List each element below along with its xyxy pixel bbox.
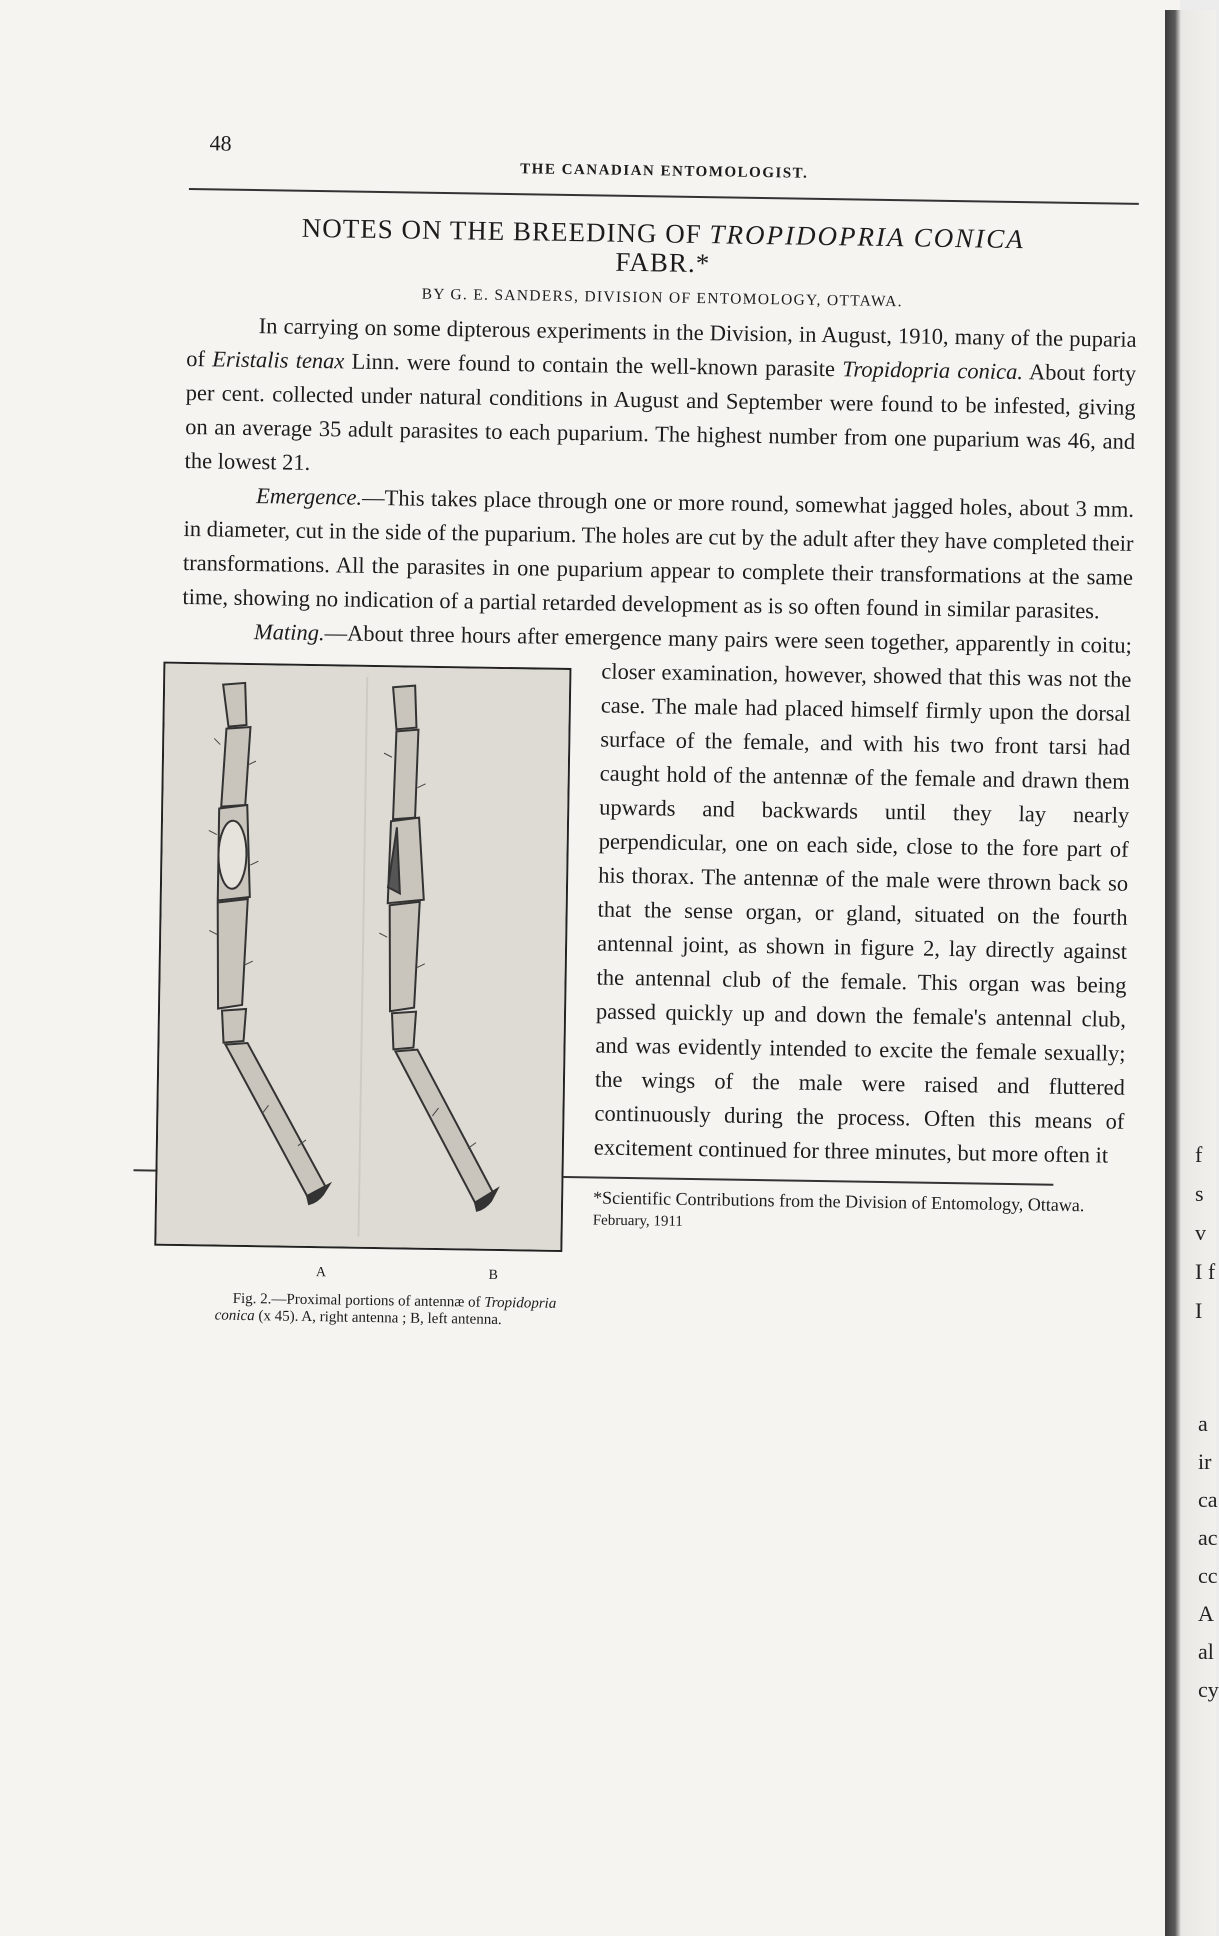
- title-italic: TROPIDOPRIA CONICA: [709, 219, 1025, 255]
- figure-caption: [153, 1290, 563, 1330]
- antennae-illustration: [154, 662, 571, 1252]
- caption-end: (x 45). A, right antenna ; B, left antenna.: [258, 1308, 502, 1329]
- figure-labels: [154, 1246, 565, 1294]
- issue-date: February, 1911: [592, 1212, 684, 1230]
- mating-text-rest: this was not the case. The male had placed himself firmly upon the dorsal surface of the female, and with his two front tarsi had caught hold of the antennæ of the female and drawn them upwards and backwards until they lay nearly perpendicular, one on each side, close to the fore part of his thorax. The antennæ of the male were thrown back so that the sense organ, or gland, situated on the fourth antennal joint, as shown in figure 2, lay directly against the antennal club of the female. This organ was being passed quickly up and down the female's antennal club, and was evidently intended to excite the female sexually; the wings of the male were raised and fluttered continuously during the process. Often this means of excitement continued for three minutes, but more often it: [593, 664, 1132, 1168]
- p1-b: Linn. were found to contain the well-known parasite: [344, 348, 843, 382]
- mating-heading: Mating.: [253, 619, 325, 646]
- p1-c: About forty per cent. collected under natural conditions in August and September were found to be infested, giving on an average 35 adult parasites to each puparium. The highest number from one puparium was 46, and the lowest 21.: [184, 359, 1137, 475]
- p1-a: In carrying on some dipterous experiments in the Division, in August, 1910, many of the puparia of: [186, 313, 1137, 372]
- page-content: [171, 120, 1140, 1347]
- page-number: 48: [209, 130, 232, 156]
- figure-2: [153, 662, 573, 1330]
- emergence-text: —This takes place through one or more round, somewhat jagged holes, about 3 mm. in diameter, cut in the side of the puparium. The holes are cut by the adult after they have completed their transformations. All the parasites in one puparium appear to complete their transformations at the same time, showing no indication of a partial retarded development as is so often found in similar parasites.: [182, 484, 1135, 624]
- edge-text-bottom: a ir ca ac cc A al cy: [1198, 1411, 1219, 1702]
- p1-italic-species: Eristalis tenax: [212, 346, 345, 374]
- article-title: [188, 212, 1139, 285]
- caption-start: Fig. 2.—Proximal portions of antennæ of: [232, 1290, 481, 1311]
- label-b: B: [488, 1267, 499, 1283]
- mating-text-lead: —About three hours after emergence many pairs were seen together, apparently in coitu; closer examination, however, showed that: [324, 620, 1133, 690]
- paragraph-emergence: [182, 478, 1134, 629]
- running-title: THE CANADIAN ENTOMOLOGIST.: [520, 161, 809, 182]
- label-a: A: [315, 1265, 327, 1281]
- footnote: *Scientific Contributions from the Division of Entomology, Ottawa.: [592, 1187, 1085, 1216]
- paragraph-intro: [184, 308, 1137, 493]
- title-plain: NOTES ON THE BREEDING OF: [301, 212, 703, 250]
- antennae-drawing: [156, 664, 569, 1250]
- title-tail: FABR.*: [615, 246, 711, 279]
- edge-text-top: f s v I f I: [1195, 1142, 1216, 1323]
- caption-italic: Tropidopria conica: [214, 1294, 557, 1325]
- header-rule: [189, 188, 1139, 205]
- byline: BY G. E. SANDERS, DIVISION OF ENTOMOLOGY, OTTAWA.: [421, 285, 903, 311]
- emergence-heading: Emergence.: [255, 483, 363, 510]
- p1-italic-parasite: Tropidopria conica.: [842, 356, 1024, 385]
